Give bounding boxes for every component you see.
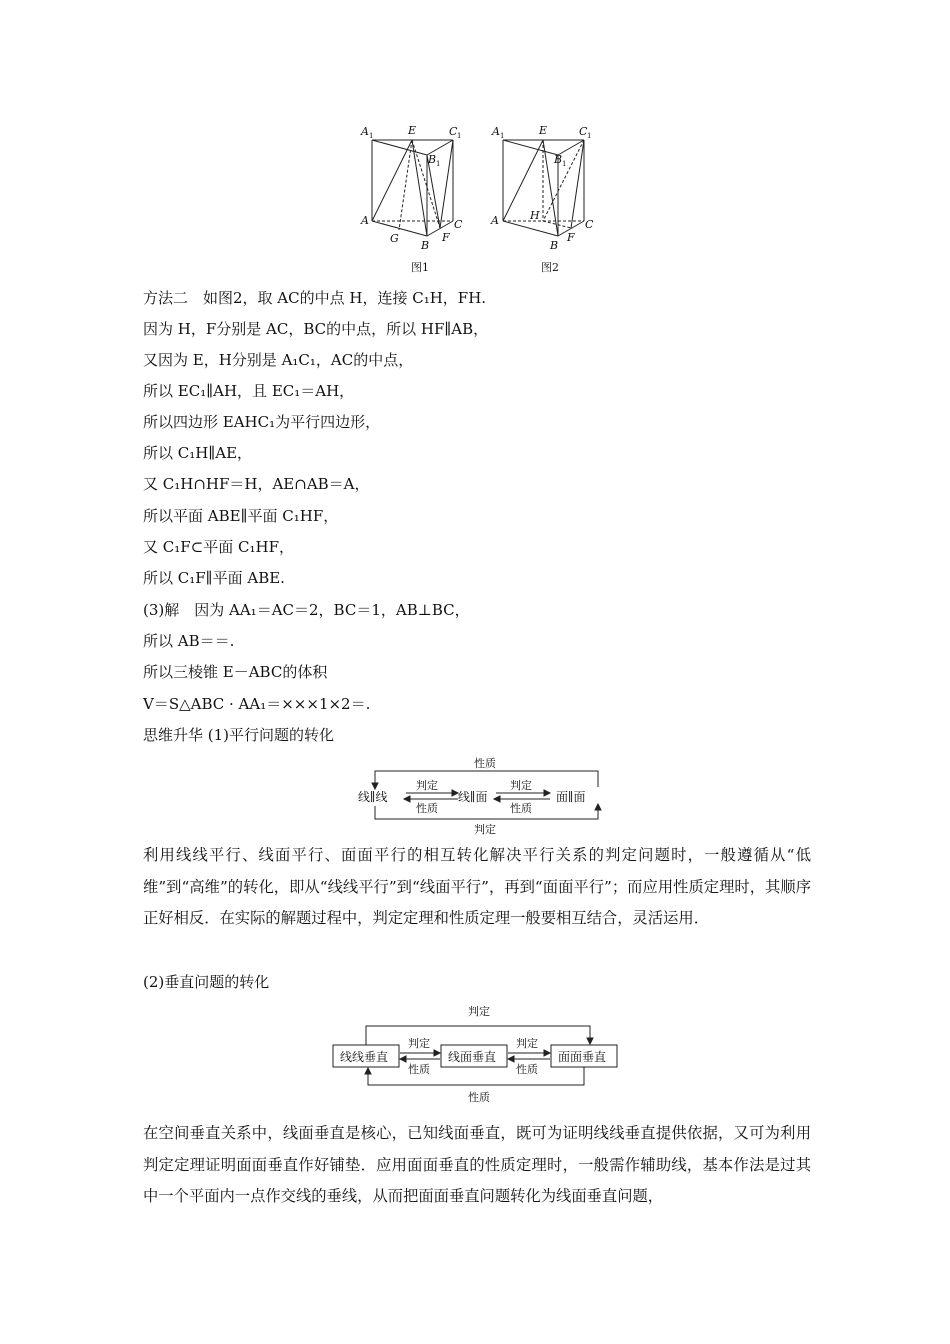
text-line: 所以 C₁H∥AE， bbox=[143, 444, 253, 462]
figure-1-caption: 图1 bbox=[411, 261, 429, 274]
label-c1: C bbox=[579, 125, 588, 138]
diagram2-box-plane-plane: 面面垂直 bbox=[558, 1050, 607, 1064]
label-c: C bbox=[585, 218, 594, 231]
section-heading: 思维升华 (1)平行问题的转化 bbox=[143, 726, 335, 744]
text-line: 所以三棱锥 E－ABC的体积 bbox=[143, 663, 328, 681]
diagram1-top-label: 性质 bbox=[474, 757, 496, 770]
label-a1: A bbox=[492, 125, 500, 138]
diagram2-arrow2-bottom: 性质 bbox=[516, 1063, 538, 1076]
paragraph-perpendicular-summary: 在空间垂直关系中，线面垂直是核心，已知线面垂直，既可为证明线线垂直提供依据，又可为利用判定定理证明面面垂直作好铺垫．应用面面垂直的性质定理时，一般需作辅助线，基本作法是过其中一个平面内一点作交线的垂线，从而把面面垂直问题转化为线面垂直问题， bbox=[143, 1124, 811, 1205]
diagram1-bottom-label: 判定 bbox=[474, 823, 496, 836]
diagram2-bottom-label: 性质 bbox=[468, 1091, 490, 1104]
label-a: A bbox=[491, 214, 499, 227]
figure-2 bbox=[503, 140, 584, 236]
label-f: F bbox=[442, 231, 450, 244]
section-heading-perpendicular: (2)垂直问题的转化 bbox=[143, 973, 270, 991]
paragraph-parallel-summary: 利用线线平行、线面平行、面面平行的相互转化解决平行关系的判定问题时，一般遵循从“低维”到“高维”的转化，即从“线线平行”到“线面平行”，再到“面面平行”；而应用性质定理时，其顺序正好相反．在实际的解题过程中，判定定理和性质定理一般要相互结合，灵活运用． bbox=[143, 846, 811, 927]
label-a: A bbox=[361, 214, 369, 227]
diagram1-node-line-line: 线∥线 bbox=[358, 790, 388, 804]
text-line: 又 C₁F⊂平面 C₁HF， bbox=[143, 538, 294, 556]
label-b1: B bbox=[554, 153, 563, 166]
label-b: B bbox=[550, 239, 559, 252]
diagram1-node-plane-plane: 面∥面 bbox=[556, 790, 586, 804]
perpendicular-transform-diagram bbox=[330, 1003, 620, 1105]
text-line: 因为 H，F分别是 AC，BC的中点，所以 HF∥AB， bbox=[143, 320, 489, 338]
text-line: 又因为 E，H分别是 A₁C₁，AC的中点， bbox=[143, 351, 414, 369]
figure-2-labels bbox=[490, 124, 594, 274]
prism-figures bbox=[355, 118, 605, 278]
text-line: 所以四边形 EAHC₁为平行四边形， bbox=[143, 413, 381, 431]
label-a1: A bbox=[361, 125, 369, 138]
diagram1-node-line-plane: 线∥面 bbox=[458, 790, 488, 804]
text-line: 方法二 如图2，取 AC的中点 H，连接 C₁H，FH. bbox=[143, 289, 487, 307]
label-b1-sub: 1 bbox=[436, 160, 441, 168]
label-b: B bbox=[421, 239, 430, 252]
diagram2-arrow1-bottom: 性质 bbox=[408, 1063, 430, 1076]
label-g: G bbox=[390, 232, 399, 245]
label-c1: C bbox=[449, 125, 458, 138]
label-f: F bbox=[567, 231, 575, 244]
diagram2-box-line-line: 线线垂直 bbox=[340, 1050, 389, 1064]
text-line: (3)解 因为 AA₁＝AC＝2，BC＝1，AB⊥BC， bbox=[143, 601, 470, 619]
label-e: E bbox=[539, 124, 548, 137]
label-b1-sub: 1 bbox=[562, 160, 567, 168]
diagram1-arrow2-top: 判定 bbox=[510, 779, 532, 792]
diagram1-arrow2-bottom: 性质 bbox=[510, 802, 532, 815]
diagram1-arrow1-bottom: 性质 bbox=[416, 802, 438, 815]
label-e: E bbox=[408, 124, 417, 137]
diagram2-top-label: 判定 bbox=[468, 1005, 490, 1018]
label-c1-sub: 1 bbox=[587, 132, 592, 140]
text-line: 所以 C₁F∥平面 ABE. bbox=[143, 569, 285, 587]
label-b1: B bbox=[428, 153, 437, 166]
figure-2-caption: 图2 bbox=[541, 261, 559, 274]
diagram2-arrow2-top: 判定 bbox=[516, 1037, 538, 1050]
diagram2-arrow1-top: 判定 bbox=[408, 1037, 430, 1050]
text-line: V＝S△ABC · AA₁＝×××1×2＝. bbox=[143, 695, 371, 713]
label-a1-sub: 1 bbox=[369, 132, 374, 140]
diagram2-box-line-plane: 线面垂直 bbox=[448, 1050, 497, 1064]
text-line: 所以 EC₁∥AH，且 EC₁＝AH， bbox=[143, 382, 355, 400]
text-line: 又 C₁H∩HF＝H，AE∩AB＝A， bbox=[143, 475, 370, 493]
figure-1 bbox=[372, 140, 453, 236]
label-a1-sub: 1 bbox=[500, 132, 505, 140]
label-c1-sub: 1 bbox=[457, 132, 462, 140]
label-h: H bbox=[530, 209, 540, 222]
text-line: 所以平面 ABE∥平面 C₁HF， bbox=[143, 507, 339, 525]
parallel-transform-diagram bbox=[350, 757, 610, 837]
label-c: C bbox=[454, 218, 463, 231]
text-line: 所以 AB＝＝. bbox=[143, 632, 235, 650]
diagram1-arrow1-top: 判定 bbox=[416, 779, 438, 792]
